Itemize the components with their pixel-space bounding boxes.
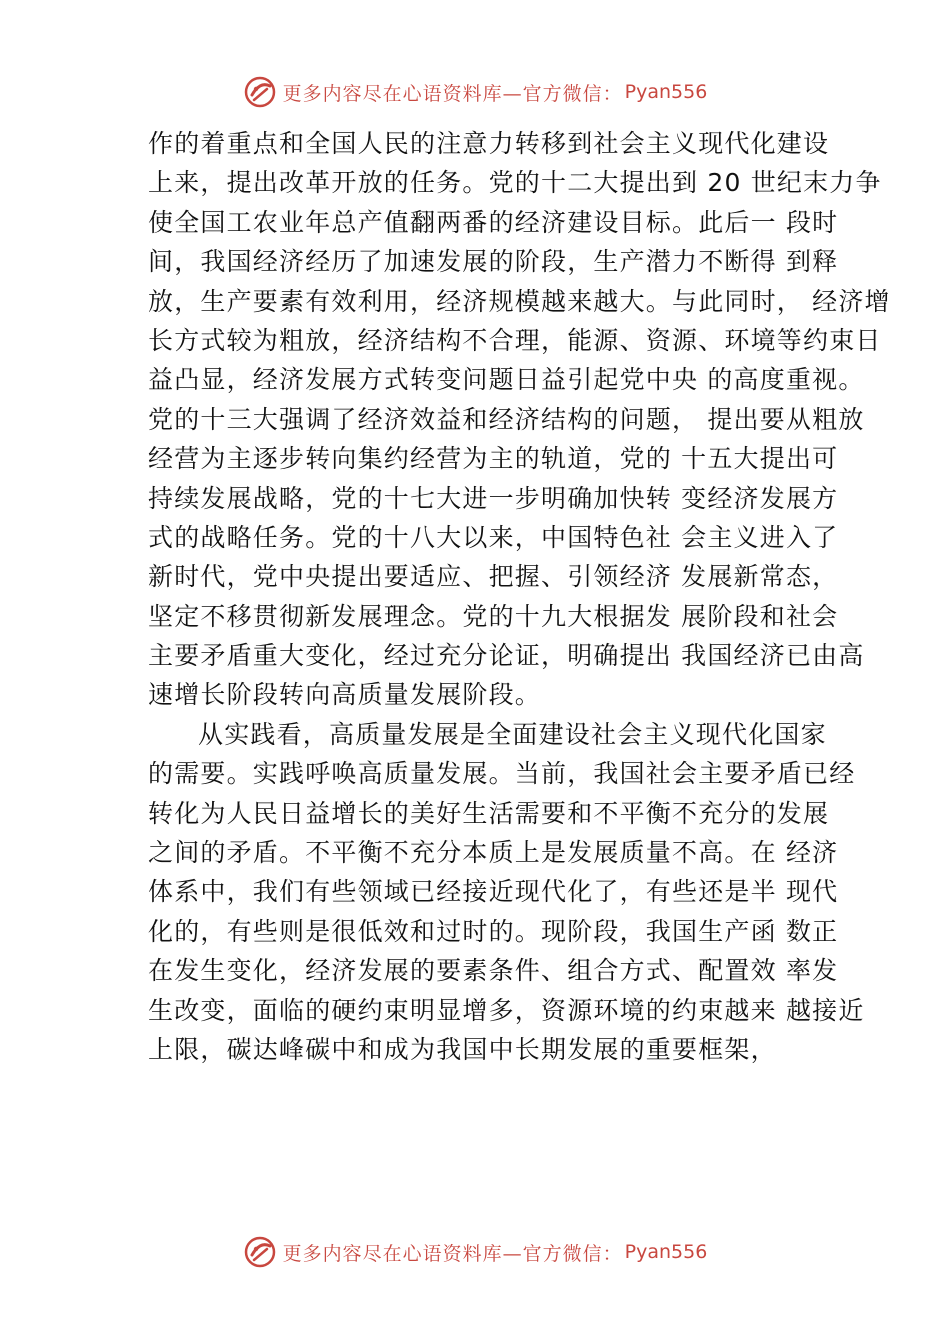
brand-logo-icon: [243, 75, 277, 109]
text-line: 新时代，党中央提出要适应、把握、引领经济 发展新常态，: [148, 562, 839, 592]
text-line: 速增长阶段转向高质量发展阶段。: [148, 680, 542, 710]
document-body: [148, 124, 891, 1069]
text-line: 党的十三大强调了经济效益和经济结构的问题， 提出要从粗放: [148, 404, 865, 434]
text-line: 转化为人民日益增长的美好生活需要和不平衡不充分的发展: [148, 798, 830, 828]
text-line: 经营为主逐步转向集约经营为主的轨道，党的 十五大提出可: [148, 444, 839, 474]
watermark-wechat-id: Pyan556: [624, 1241, 708, 1263]
text-line: 上来，提出改革开放的任务。党的十二大提出到 20 世纪末力争: [148, 168, 882, 198]
text-line: 主要矛盾重大变化，经过充分论证，明确提出 我国经济已由高: [148, 641, 865, 671]
watermark-wechat-id: Pyan556: [624, 81, 708, 103]
text-line: 作的着重点和全国人民的注意力转移到社会主义现代化建设: [148, 129, 830, 158]
text-line: 间，我国经济经历了加速发展的阶段，生产潜力不断得 到释: [148, 247, 839, 277]
text-line: 在发生变化，经济发展的要素条件、组合方式、配置效 率发: [148, 956, 839, 986]
text-line: 长方式较为粗放，经济结构不合理，能源、资源、环境等约束日: [148, 325, 882, 355]
watermark-footer: [0, 1232, 950, 1272]
paragraph-start-line: 从实践看，高质量发展是全面建设社会主义现代化国家: [198, 719, 827, 749]
text-line: 化的，有些则是很低效和过时的。现阶段，我国生产函 数正: [148, 916, 839, 946]
text-line: 的需要。实践呼唤高质量发展。当前，我国社会主要矛盾已经: [148, 759, 856, 789]
watermark-text: 更多内容尽在心语资料库—官方微信：: [282, 82, 623, 105]
text-line: 放，生产要素有效利用，经济规模越来越大。与此同时， 经济增: [148, 286, 891, 316]
text-line: 益凸显，经济发展方式转变问题日益引起党中央 的高度重视。: [148, 365, 865, 395]
text-line: 式的战略任务。党的十八大以来，中国特色社 会主义进入了: [148, 522, 839, 552]
text-line: 体系中，我们有些领域已经接近现代化了，有些还是半 现代: [148, 877, 839, 907]
watermark-text: 更多内容尽在心语资料库—官方微信：: [282, 1242, 623, 1265]
text-line: 使全国工农业年总产值翻两番的经济建设目标。此后一 段时: [148, 207, 839, 237]
brand-logo-icon: [243, 1235, 277, 1269]
text-line: 生改变，面临的硬约束明显增多，资源环境的约束越来 越接近: [148, 995, 865, 1025]
watermark-header: [0, 72, 950, 112]
text-line: 坚定不移贯彻新发展理念。党的十九大根据发 展阶段和社会: [148, 601, 839, 631]
text-line: 上限，碳达峰碳中和成为我国中长期发展的重要框架，: [148, 1034, 777, 1064]
text-line: 持续发展战略，党的十七大进一步明确加快转 变经济发展方: [148, 483, 839, 513]
text-line: 之间的矛盾。不平衡不充分本质上是发展质量不高。在 经济: [148, 838, 839, 868]
